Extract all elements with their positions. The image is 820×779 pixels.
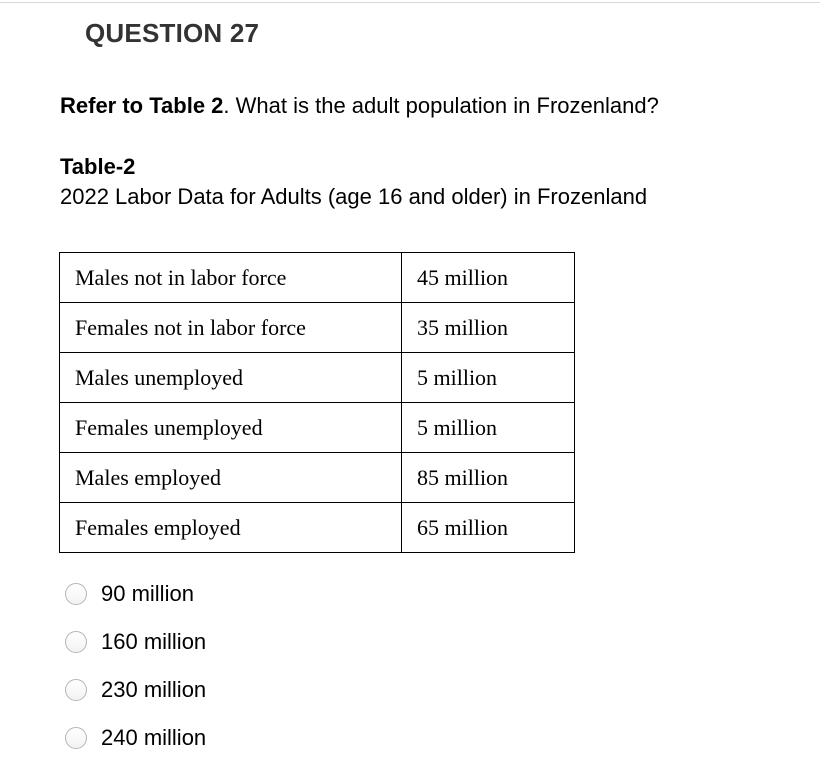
answer-option-240-million[interactable] — [65, 714, 206, 762]
row-value: 35 million — [402, 303, 575, 353]
table-row — [60, 303, 575, 353]
row-value: 65 million — [402, 503, 575, 553]
question-header: QUESTION 27 — [85, 18, 260, 48]
labor-data-table — [59, 252, 575, 553]
table-row — [60, 353, 575, 403]
row-value: 45 million — [402, 253, 575, 303]
row-label: Females unemployed — [60, 403, 402, 453]
table-row — [60, 453, 575, 503]
table-row — [60, 403, 575, 453]
top-divider — [0, 2, 820, 3]
answer-option-160-million[interactable] — [65, 618, 206, 666]
radio-button[interactable] — [65, 679, 87, 701]
option-label[interactable]: 160 million — [101, 629, 207, 654]
radio-button[interactable] — [65, 631, 87, 653]
row-value: 5 million — [402, 403, 575, 453]
table-title: Table-2 — [60, 154, 136, 179]
answer-options — [65, 570, 206, 762]
option-label[interactable]: 90 million — [101, 581, 194, 606]
table-caption: 2022 Labor Data for Adults (age 16 and older) in Frozenland — [60, 184, 648, 209]
row-label: Females employed — [60, 503, 402, 553]
row-label: Males not in labor force — [60, 253, 402, 303]
table-row — [60, 253, 575, 303]
table-row — [60, 503, 575, 553]
question-prompt: . What is the adult population in Frozenland? — [223, 93, 659, 118]
row-label: Females not in labor force — [60, 303, 402, 353]
radio-button[interactable] — [65, 583, 87, 605]
answer-option-90-million[interactable] — [65, 570, 206, 618]
radio-button[interactable] — [65, 727, 87, 749]
question-text — [60, 93, 659, 119]
row-label: Males employed — [60, 453, 402, 503]
option-label[interactable]: 240 million — [101, 725, 207, 750]
option-label[interactable]: 230 million — [101, 677, 207, 702]
question-reference: Refer to Table 2 — [60, 93, 224, 118]
row-label: Males unemployed — [60, 353, 402, 403]
answer-option-230-million[interactable] — [65, 666, 206, 714]
row-value: 85 million — [402, 453, 575, 503]
row-value: 5 million — [402, 353, 575, 403]
